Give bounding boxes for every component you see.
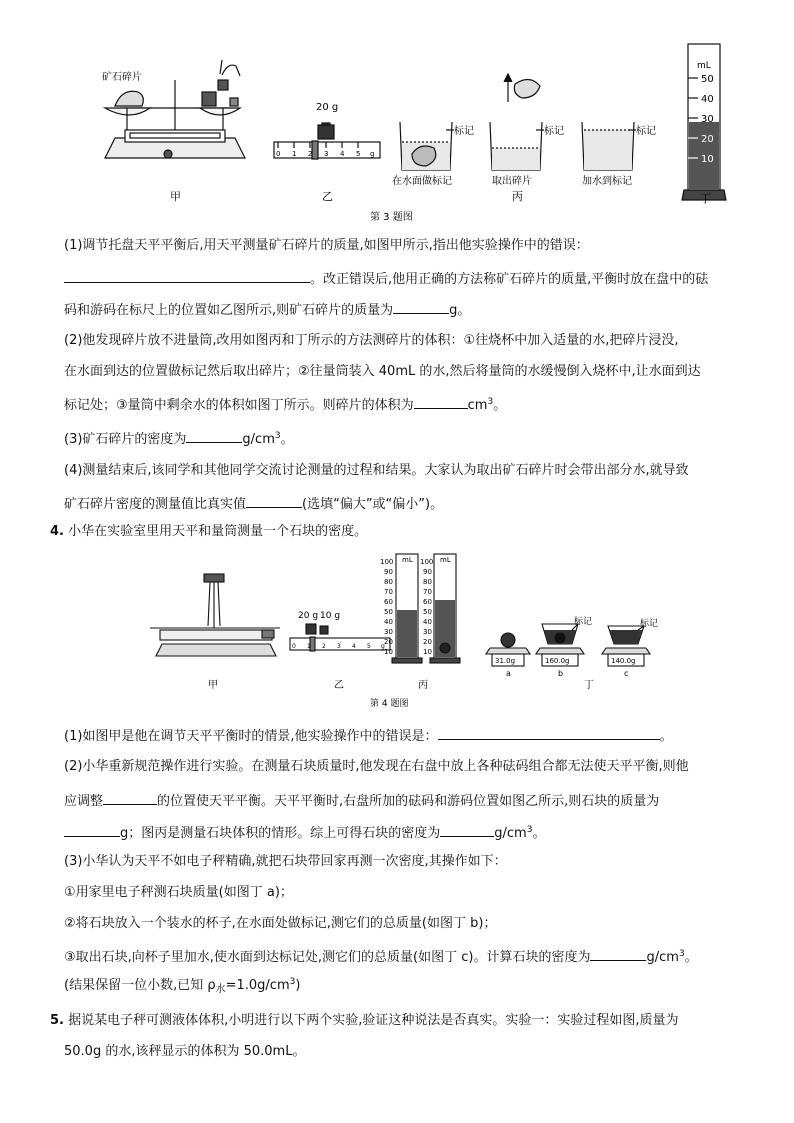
- answer-blank[interactable]: [438, 725, 660, 740]
- answer-blank[interactable]: [414, 394, 468, 409]
- cylinder-tick: 70: [384, 588, 393, 596]
- punct: 。: [659, 729, 673, 744]
- q4-part1-text: (1)如图甲是他在调节天平平衡时的情景,他实验操作中的错误是：: [64, 729, 438, 744]
- cylinder-tick: 30: [701, 114, 714, 125]
- cylinder-tick: 20: [384, 638, 393, 646]
- cylinder-tick: 60: [384, 598, 393, 606]
- beaker-2: [490, 74, 544, 170]
- unit-text: g/cm: [494, 826, 527, 841]
- unit-text: g/cm: [242, 432, 275, 447]
- q4-part1: [64, 725, 673, 746]
- answer-blank[interactable]: [393, 299, 449, 314]
- q4-part3-text: ③取出石块,向杯子里加水,使水面到达标记处,测它们的总质量(如图丁 c)。计算石块的密度为: [64, 950, 591, 965]
- q3-part4-line1: (4)测量结束后,该同学和其他同学交流讨论测量的过程和结果。大家认为取出矿石碎片时会带出部分水,就导致: [64, 463, 689, 478]
- scale-reading: 140.0g: [611, 657, 636, 665]
- cylinder-tick: 30: [384, 628, 393, 636]
- q3-part4-text: 矿石碎片密度的测量值比真实值: [64, 497, 247, 512]
- q3-part1-line1: (1)调节托盘天平平衡后,用天平测量矿石碎片的质量,如图甲所示,指出他实验操作中的错误：: [64, 238, 589, 253]
- q3-part4-choice: (选填“偏大”或“偏小”)。: [302, 497, 444, 512]
- cylinder-tick: 10: [701, 154, 714, 165]
- q4-part2-text: 的位置使天平平衡。天平平衡时,右盘所加的砝码和游码位置如图乙所示,则石块的质量为: [157, 794, 660, 809]
- ruler-tick: 0: [292, 643, 296, 650]
- cylinder-tick: 100: [420, 558, 434, 566]
- q3-part2-line2: 在水面到达的位置做标记然后取出碎片；②往量筒装入 40mL 的水,然后将量筒的水缓慢倒入烧杯中,让水面到达: [64, 364, 701, 379]
- scale-sub-label: a: [506, 669, 511, 678]
- ruler-tick: 2: [322, 643, 326, 650]
- cylinder-right-ticks: [420, 558, 433, 656]
- label-bing: 丙: [512, 190, 523, 203]
- superscript: 3: [274, 431, 281, 441]
- mark-label: 标记: [636, 126, 656, 137]
- q4-part2-text: 应调整: [64, 794, 104, 809]
- label-jia: 甲: [208, 680, 218, 691]
- cylinder-tick: 50: [384, 608, 393, 616]
- cylinder-tick: 90: [384, 568, 393, 576]
- label-jia: 甲: [170, 190, 181, 203]
- q3-part4-line2: [64, 493, 443, 514]
- cylinder-tick: 30: [423, 628, 432, 636]
- q3-part1-line2: [64, 268, 708, 289]
- cylinder-tick: 10: [423, 648, 432, 656]
- ruler-tick: g: [381, 643, 385, 650]
- cylinder-tick: 60: [423, 598, 432, 606]
- figure-4-caption: 第 4 题图: [370, 699, 409, 708]
- answer-blank[interactable]: [590, 946, 646, 961]
- q3-part2-line3: [64, 394, 506, 416]
- q3-part1-line2-text: 。改正错误后,他用正确的方法称矿石碎片的质量,平衡时放在盘中的砝: [310, 272, 709, 287]
- ruler-tick: 2: [308, 150, 313, 158]
- ruler-tick: 5: [356, 150, 361, 158]
- label-yi: 乙: [322, 190, 333, 203]
- question-number: 5.: [50, 1013, 64, 1028]
- q4-part2-line3: [64, 822, 545, 844]
- q3-part1-unit: g。: [449, 303, 471, 318]
- ruler-tick: 1: [307, 643, 311, 650]
- scale-sub-label: c: [624, 669, 629, 678]
- mark-label: 标记: [544, 126, 564, 137]
- unit-text: g/cm: [646, 950, 679, 965]
- cylinder-tick: 50: [423, 608, 432, 616]
- cylinder-tick: 70: [423, 588, 432, 596]
- cylinder-unit-label: mL: [440, 556, 451, 564]
- note-text: (结果保留一位小数,已知 ρ: [64, 978, 216, 993]
- cylinder-tick: 40: [423, 618, 432, 626]
- unit-text: cm: [467, 398, 488, 413]
- scale-reading: 160.0g: [545, 657, 570, 665]
- q5-line2: 50.0g 的水,该秤显示的体积为 50.0mL。: [64, 1044, 306, 1059]
- cylinder-tick: 50: [701, 74, 714, 85]
- q4-part3-line2: ①用家里电子秤测石块质量(如图丁 a)；: [64, 885, 293, 900]
- scale-reading: 31.0g: [495, 657, 516, 665]
- answer-blank[interactable]: [64, 268, 310, 283]
- mark-label: 标记: [454, 126, 474, 137]
- q4-part2-line2: [64, 790, 659, 811]
- q4-part3-note: [64, 977, 300, 996]
- beaker-3: [582, 122, 636, 170]
- ruler-tick: 3: [337, 643, 341, 650]
- ruler-tick: 3: [324, 150, 329, 158]
- q4-part2-line1: (2)小华重新规范操作进行实验。在测量石块质量时,他发现在右盘中放上各种砝码组合都无法使天平平衡,则他: [64, 759, 689, 774]
- q3-part2-line3-text: 标记处；③量筒中剩余水的体积如图丁所示。则碎片的体积为: [64, 398, 414, 413]
- punct: 。: [280, 432, 294, 447]
- note-text: =1.0g/cm: [225, 978, 290, 993]
- cylinder-tick: 20: [423, 638, 432, 646]
- answer-blank[interactable]: [440, 822, 494, 837]
- cylinder-tick: 10: [384, 648, 393, 656]
- superscript: 3: [678, 949, 685, 959]
- cylinder-tick: 100: [380, 558, 394, 566]
- q4-part3-line1: (3)小华认为天平不如电子秤精确,就把石块带回家再测一次密度,其操作如下：: [64, 854, 507, 869]
- q3-part3-text: (3)矿石碎片的密度为: [64, 432, 187, 447]
- ruler-tick: 1: [292, 150, 297, 158]
- cylinder-tick: 40: [701, 94, 714, 105]
- q3-part1-line3-text: 码和游码在标尺上的位置如乙图所示,则矿石碎片的质量为: [64, 303, 394, 318]
- q3-part1-line3: [64, 299, 470, 320]
- label-bing: 丙: [418, 680, 428, 691]
- ruler-tick: 5: [367, 643, 371, 650]
- ore-fragments-label: 矿石碎片: [102, 72, 142, 83]
- q5-line1: [50, 1012, 679, 1030]
- ruler-tick: 0: [276, 150, 281, 158]
- superscript: 3: [526, 825, 533, 835]
- q4-part3-line4: [64, 946, 698, 968]
- q4-stem-text: 小华在实验室里用天平和量筒测量一个石块的密度。: [68, 524, 368, 539]
- answer-blank[interactable]: [103, 790, 157, 805]
- punct: 。: [684, 950, 698, 965]
- beaker-1: [400, 122, 454, 170]
- cylinder-tick: 80: [384, 578, 393, 586]
- scale-sub-label: b: [558, 669, 564, 678]
- mark-water-level-label: 在水面做标记: [392, 176, 452, 187]
- punct: 。: [493, 398, 507, 413]
- weight-20g-label: 20 g: [316, 102, 339, 113]
- cylinder-tick: 40: [384, 618, 393, 626]
- figure-4: [140, 548, 670, 708]
- weight-label: 10 g: [320, 611, 341, 621]
- label-ding: 丁: [700, 192, 711, 205]
- subscript: 水: [215, 984, 226, 995]
- q3-part3: [64, 428, 294, 450]
- punct: 。: [532, 826, 546, 841]
- answer-blank[interactable]: [64, 822, 120, 837]
- answer-blank[interactable]: [186, 428, 242, 443]
- q5-text: 据说某电子秤可测液体体积,小明进行以下两个实验,验证这种说法是否真实。实验一：实验过程如图,质量为: [68, 1013, 679, 1028]
- add-water-to-mark-label: 加水到标记: [582, 176, 632, 187]
- superscript: 3: [487, 397, 494, 407]
- ruler-tick: g: [370, 150, 375, 158]
- q4-part3-line3: ②将石块放入一个装水的杯子,在水面处做标记,测它们的总质量(如图丁 b)；: [64, 916, 497, 931]
- figure-3: [90, 30, 740, 230]
- punct: ): [295, 978, 301, 993]
- cylinder-tick: 20: [701, 134, 714, 145]
- cylinder-unit-label: mL: [697, 61, 711, 71]
- label-yi: 乙: [334, 680, 344, 691]
- cylinder-tick: 80: [423, 578, 432, 586]
- q4-stem: [50, 523, 367, 541]
- q4-part2-text: g；图丙是测量石块体积的情形。综上可得石块的密度为: [120, 826, 441, 841]
- question-number: 4.: [50, 524, 64, 539]
- superscript: 3: [289, 977, 296, 987]
- weight-label: 20 g: [298, 611, 319, 621]
- ruler-tick: 4: [352, 643, 356, 650]
- mark-label: 标记: [574, 617, 593, 627]
- q3-part2-line1: (2)他发现碎片放不进量筒,改用如图丙和丁所示的方法测碎片的体积：①往烧杯中加入适量的水,把碎片浸没,: [64, 333, 679, 348]
- label-ding: 丁: [584, 680, 594, 691]
- mark-label: 标记: [640, 619, 659, 629]
- balance-illustration-jia: [150, 574, 280, 656]
- cylinder-tick: 90: [423, 568, 432, 576]
- ruler-tick: 4: [340, 150, 345, 158]
- answer-blank[interactable]: [246, 493, 302, 508]
- cylinder-unit-label: mL: [402, 556, 413, 564]
- figure-3-caption: 第 3 题图: [370, 212, 413, 223]
- remove-fragments-label: 取出碎片: [492, 176, 532, 187]
